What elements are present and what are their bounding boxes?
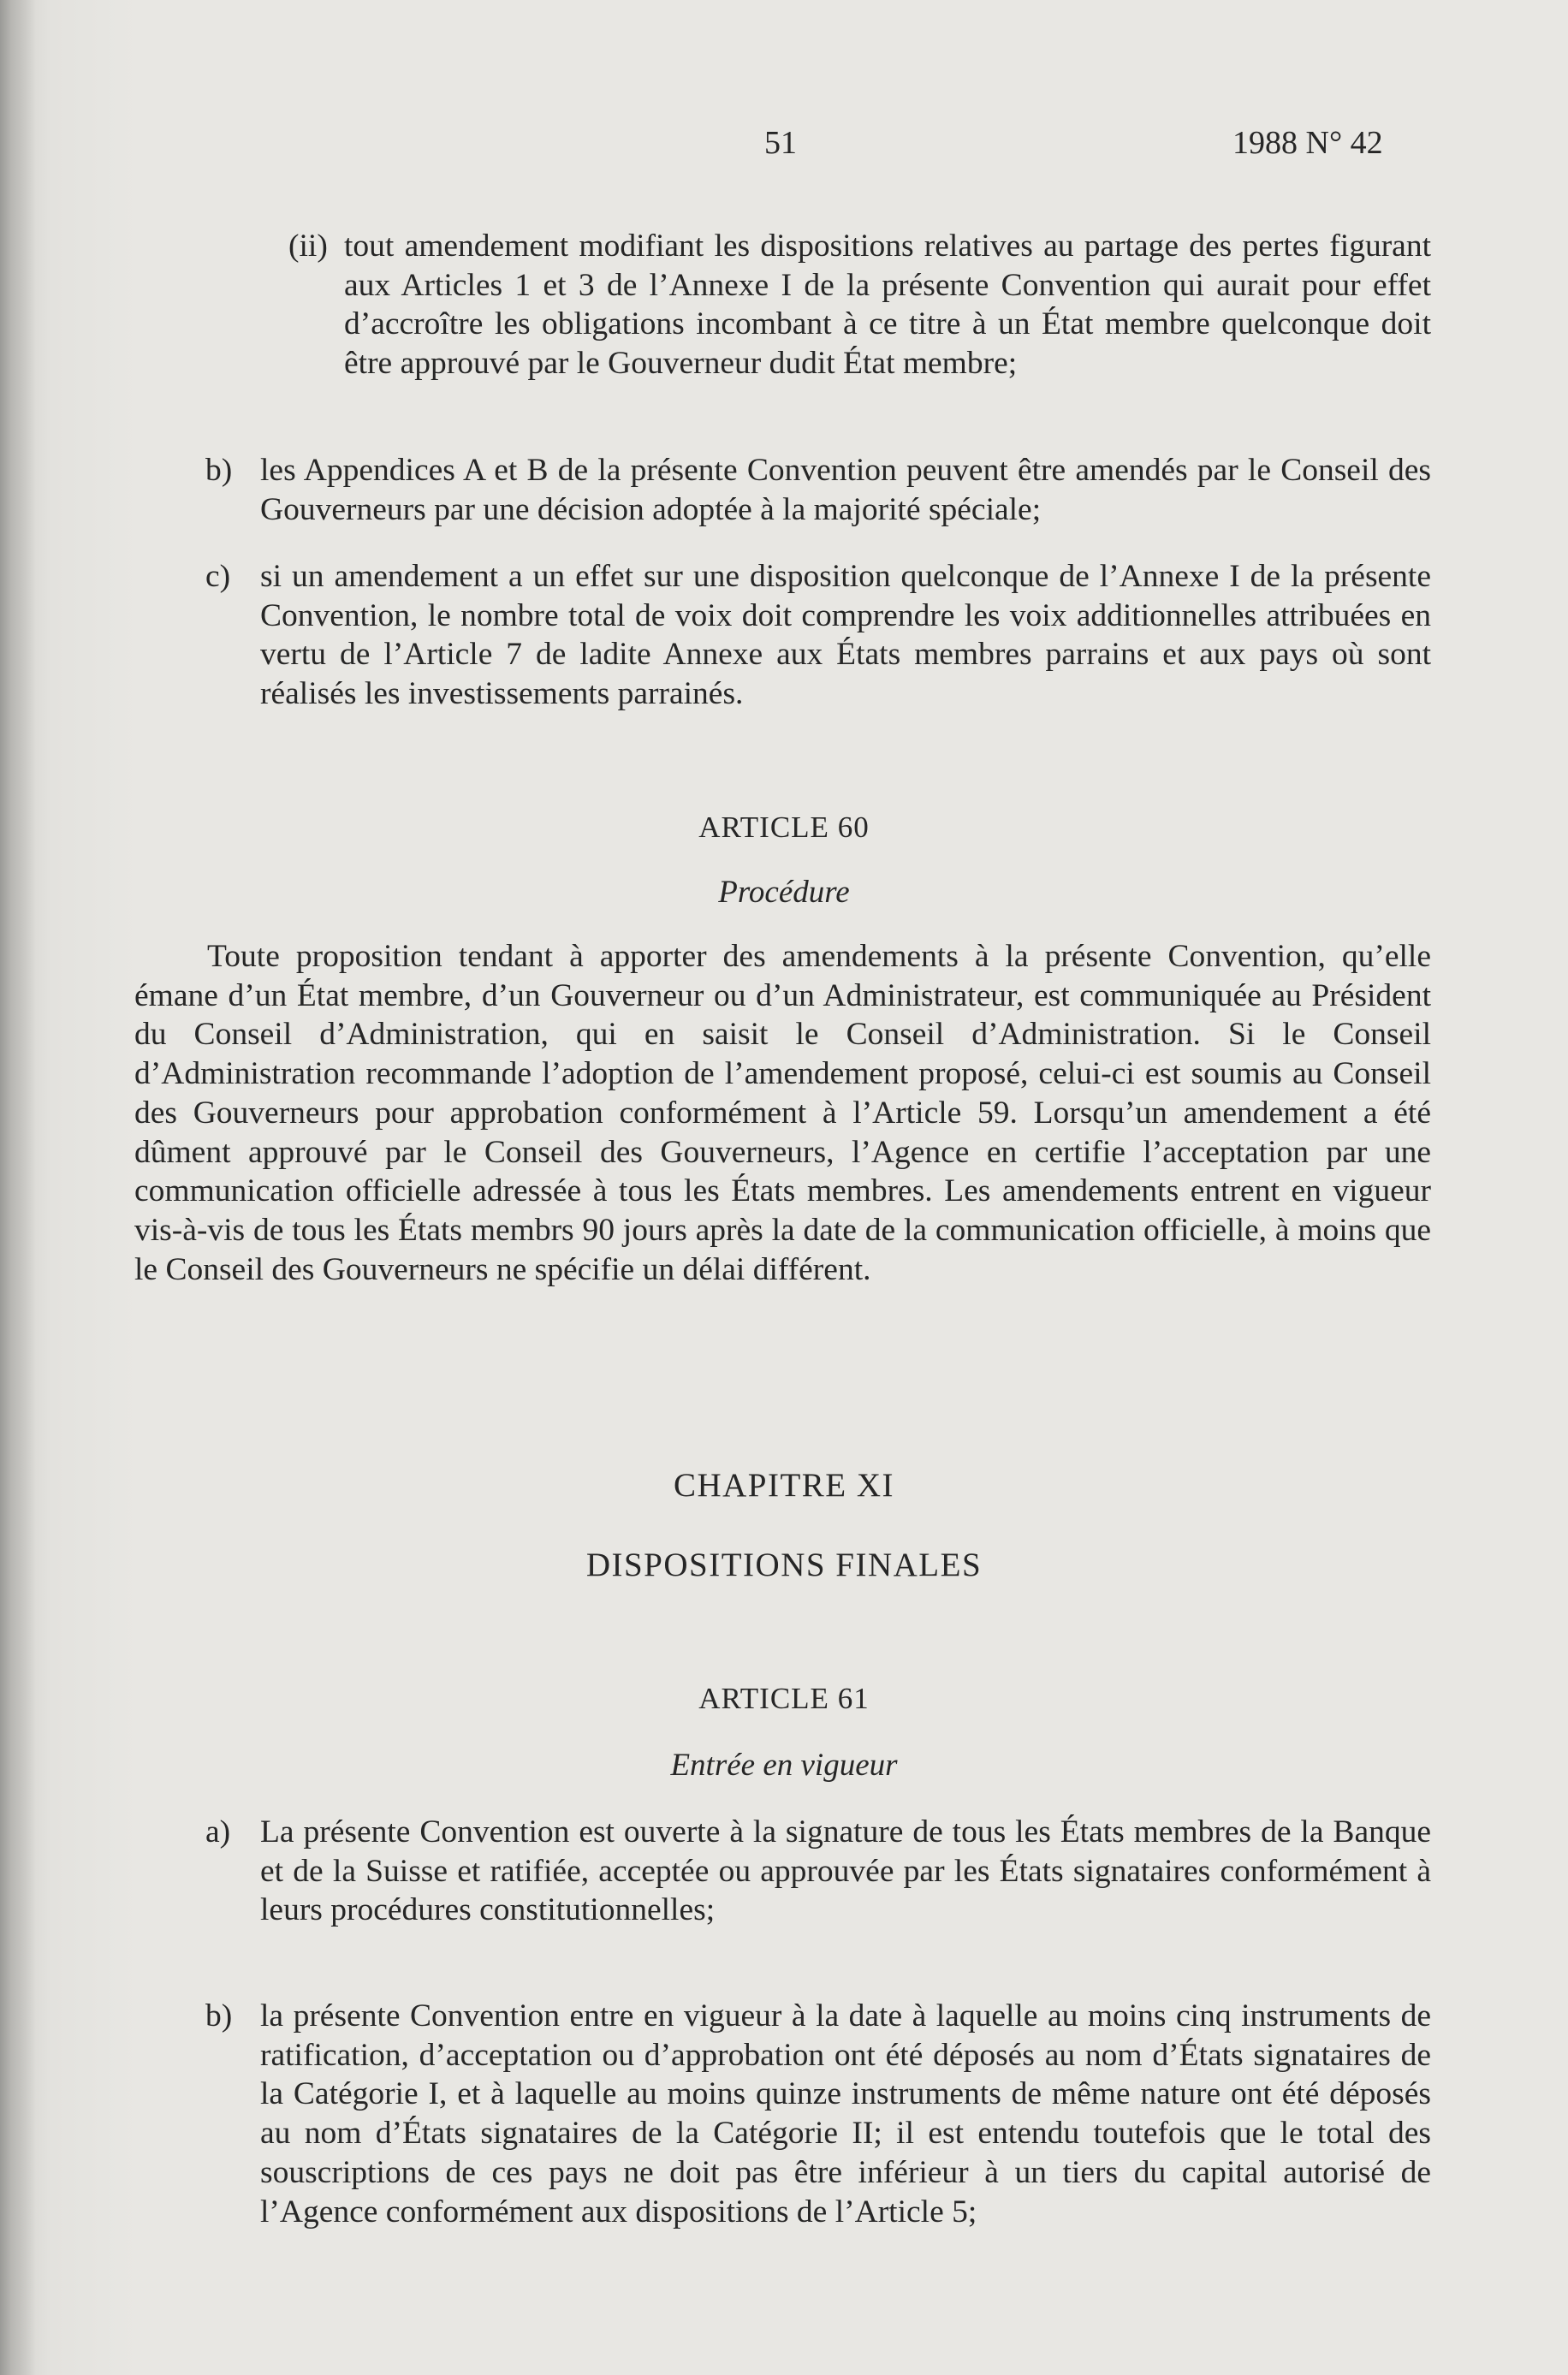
chapter-title: DISPOSITIONS FINALES bbox=[585, 1547, 983, 1583]
article-60-title: Procédure bbox=[718, 875, 850, 910]
document-reference: 1988 N° 42 bbox=[1232, 125, 1383, 161]
item-label: a) bbox=[205, 1814, 231, 1850]
item-label: c) bbox=[205, 559, 231, 594]
item-label: b) bbox=[205, 1998, 233, 2034]
item-label: b) bbox=[205, 453, 233, 488]
article-61-title: Entrée en vigueur bbox=[670, 1748, 898, 1783]
article-60-heading: ARTICLE 60 bbox=[698, 810, 870, 844]
item-text: tout amendement modifiant les dispositions relatives au partage des pertes figurant aux Articles 1 et 3 de l’Annexe I de la présente Convention qui aurait pour effet d’accroître les obligations incombant à ce titre à un État membre quelconque doit être approuvé par le Gouverneur dudit État membre; bbox=[344, 229, 1431, 382]
page-number: 51 bbox=[764, 125, 797, 161]
item-text: La présente Convention est ouverte à la signature de tous les États membres de la Banque et de la Suisse et ratifiée, acceptée ou approuvée par les États signataires conformément à leurs procédures constitutionnelles; bbox=[260, 1814, 1431, 1928]
item-label: (ii) bbox=[288, 229, 328, 264]
article-61-heading: ARTICLE 61 bbox=[698, 1682, 870, 1715]
article-60-text: Toute proposition tendant à apporter des amendements à la présente Convention, qu’elle émane d’un État membre, d’un Gouverneur ou d’un Administrateur, est communiquée au Président du Conseil d’Administration, qui en saisit le Conseil d’Administration. Si le Conseil d’Administration recommande l’adoption de l’amendement proposé, celui-ci est soumis au Conseil des Gouverneurs pour approbation conformément à l’Article 59. Lorsqu’un amendement a été dûment approuvé par le Conseil des Gouverneurs, l’Agence en certifie l’acceptation par une communication officielle adressée à tous les États membres. Les amendements entrent en vigueur vis-à-vis de tous les États membrs 90 jours après la date de la communication officielle, à moins que le Conseil des Gouverneurs ne spécifie un délai différent. bbox=[134, 939, 1431, 1287]
chapter-number: CHAPITRE XI bbox=[673, 1467, 895, 1504]
item-text: les Appendices A et B de la présente Convention peuvent être amendés par le Conseil des Gouverneurs par une décision adoptée à la majorité spéciale; bbox=[260, 453, 1431, 527]
item-text: la présente Convention entre en vigueur à la date à laquelle au moins cinq instruments de ratification, d’acceptation ou d’approbation ont été déposés au nom d’États signataires de la Catégorie I, et à laquelle au moins quinze instruments de même nature ont été déposés au nom d’États signataires de la Catégorie II; il est entendu toutefois que le total des souscriptions de ces pays ne doit pas être inférieur à un tiers du capital autorisé de l’Agence conformément aux dispositions de l’Article 5; bbox=[260, 1998, 1431, 2230]
binding-shadow bbox=[0, 0, 36, 2375]
item-text: si un amendement a un effet sur une disposition quelconque de l’Annexe I de la présente Convention, le nombre total de voix doit comprendre les voix additionnelles attribuées en vertu de l’Article 7 de ladite Annexe aux États membres parrains et aux pays où sont réalisés les investissements parrainés. bbox=[260, 559, 1431, 712]
